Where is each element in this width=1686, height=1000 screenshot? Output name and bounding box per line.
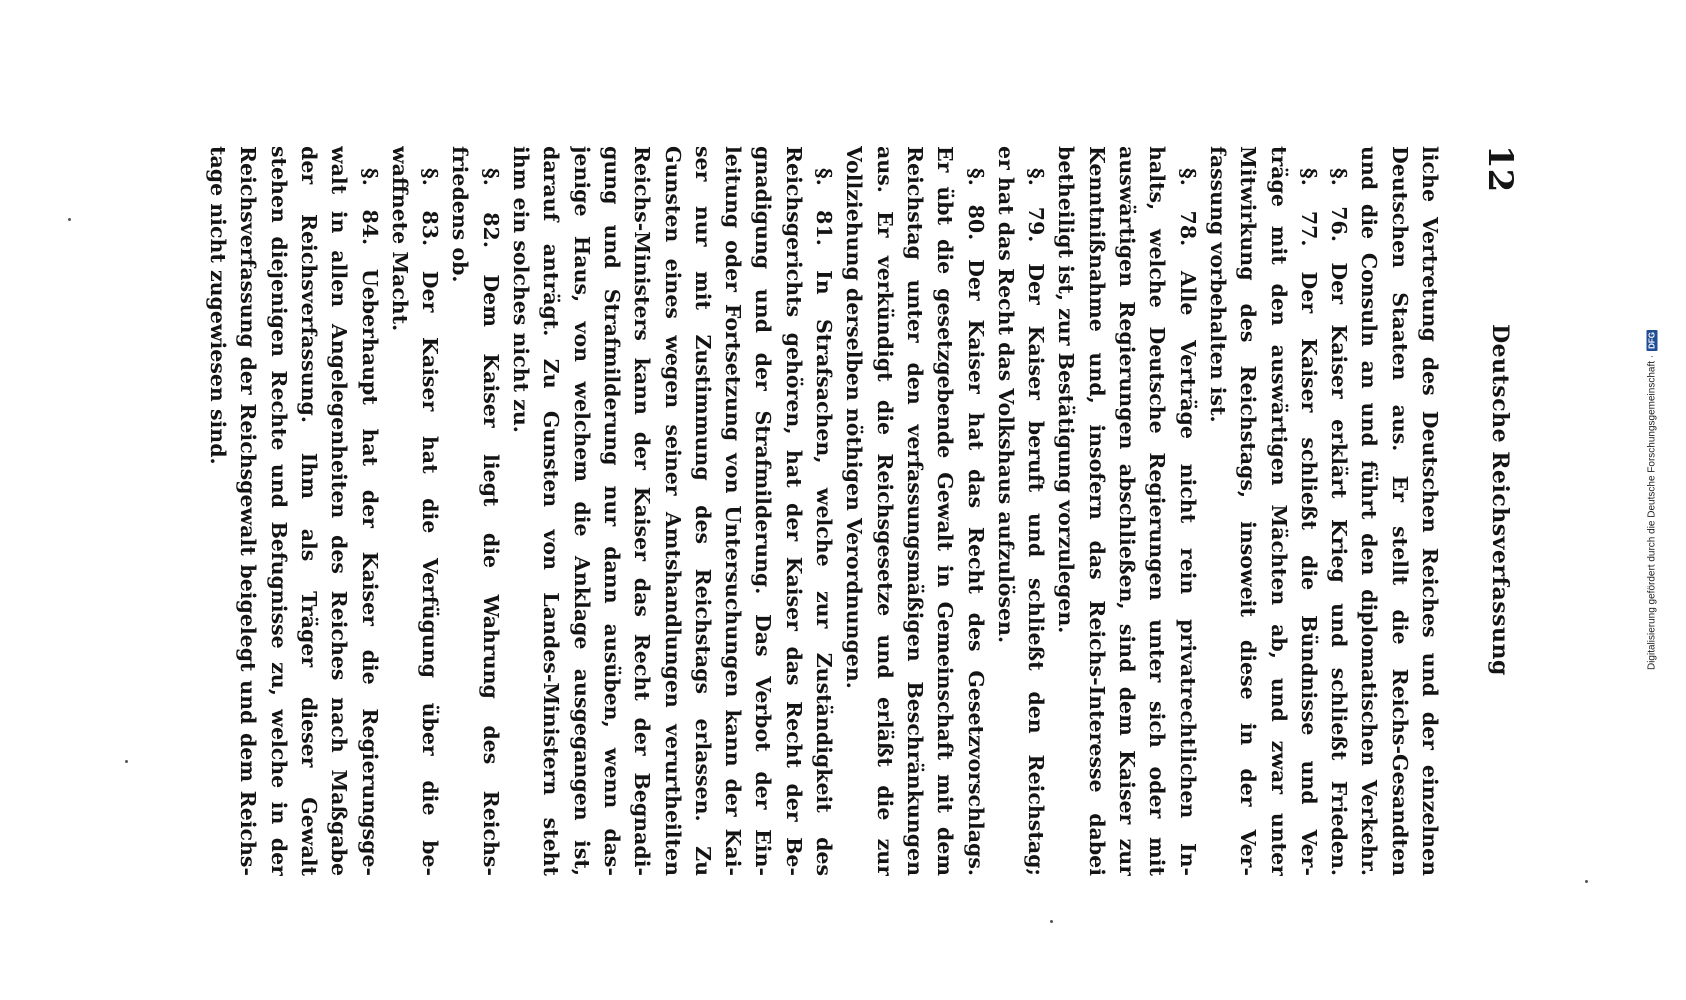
scanned-page	[133, 70, 1553, 930]
text-line: §. 80. Der Kaiser hat das Recht des Gesetzvorschlags.	[963, 168, 988, 876]
text-line: §. 79. Der Kaiser beruft und schließt den Reichstag;	[1024, 168, 1049, 876]
text-line: gung und Strafmilderung nur dann ausüben, wenn das-	[599, 146, 624, 876]
text-line: liche Vertretung des Deutschen Reiches und der einzelnen	[1418, 146, 1442, 876]
text-line: träge mit den auswärtigen Mächten ab, und zwar unter	[1266, 146, 1291, 876]
text-line: walt in allen Angelegenheiten des Reiches nach Maßgabe	[327, 146, 352, 876]
text-line: Kenntnißnahme und, insofern das Reichs-Interesse dabei	[1084, 146, 1109, 876]
text-line: Gunsten eines wegen seiner Amtshandlungen verurtheilten	[660, 146, 685, 876]
scan-speck	[125, 760, 128, 763]
text-line: §. 82. Dem Kaiser liegt die Wahrung des Reichs-	[478, 168, 503, 876]
text-line: stehen diejenigen Rechte und Befugnisse zu, welche in der	[266, 146, 291, 876]
text-line: §. 81. In Strafsachen, welche zur Zuständigkeit des	[812, 168, 837, 876]
text-line: aus. Er verkündigt die Reichsgesetze und erläßt die zur	[872, 146, 897, 876]
credit-text: Digitalisierung gefördert durch die Deutsche Forschungsgemeinschaft ·	[1646, 354, 1658, 671]
text-line: tage nicht zugewiesen sind.	[206, 146, 231, 465]
text-line: ihm ein solches nicht zu.	[509, 146, 534, 433]
text-line: und die Consuln an und führt den diplomatischen Verkehr.	[1357, 146, 1382, 876]
text-line: friedens ob.	[448, 146, 473, 283]
text-line: Vollziehung derselben nöthigen Verordnungen.	[842, 146, 867, 689]
text-line: §. 76. Der Kaiser erklärt Krieg und schließt Frieden.	[1327, 168, 1352, 876]
scan-speck	[68, 218, 71, 221]
text-line: fassung vorbehalten ist.	[1205, 146, 1230, 423]
page-number: 12	[1480, 145, 1520, 193]
text-line: Reichstag unter den verfassungsmäßigen Beschränkungen	[902, 146, 927, 876]
text-line: Mitwirkung des Reichstags, insoweit diese in der Ver-	[1236, 146, 1261, 876]
text-line: Deutschen Staaten aus. Er stellt die Reichs-Gesandten	[1387, 146, 1412, 876]
scan-speck	[1050, 920, 1053, 923]
body-text	[203, 146, 1445, 876]
text-line: halts, welche Deutsche Regierungen unter sich oder mit	[1145, 146, 1170, 876]
text-line: Er übt die gesetzgebende Gewalt in Gemeinschaft mit dem	[933, 146, 958, 876]
text-line: Reichsverfassung der Reichsgewalt beigelegt und dem Reichs-	[236, 146, 261, 876]
text-line: betheiligt ist, zur Bestätigung vorzulegen.	[1054, 146, 1079, 634]
text-line: §. 83. Der Kaiser hat die Verfügung über die be-	[418, 168, 443, 876]
digitization-credit	[1647, 330, 1658, 670]
dfg-logo: DFG	[1647, 331, 1657, 349]
text-line: Reichsgerichts gehören, hat der Kaiser das Recht der Be-	[781, 146, 806, 876]
text-line: leitung oder Fortsetzung von Untersuchungen kann der Kai-	[721, 146, 746, 876]
text-line: Reichs-Ministers kann der Kaiser das Recht der Begnadi-	[630, 146, 655, 876]
text-line: der Reichsverfassung. Ihm als Träger dieser Gewalt	[297, 146, 322, 876]
text-line: gnadigung und der Strafmilderung. Das Verbot der Ein-	[751, 146, 776, 876]
running-head: Deutsche Reichsverfassung	[1487, 324, 1513, 676]
text-line: er hat das Recht das Volkshaus aufzulösen.	[993, 146, 1018, 644]
text-line: ser nur mit Zustimmung des Reichstags erlassen. Zu	[690, 146, 715, 876]
text-line: darauf anträgt. Zu Gunsten von Landes-Ministern steht	[539, 146, 564, 876]
text-line: §. 84. Ueberhaupt hat der Kaiser die Regierungsge-	[357, 168, 382, 876]
text-line: auswärtigen Regierungen abschließen, sind dem Kaiser zur	[1115, 146, 1140, 876]
text-line: §. 78. Alle Verträge nicht rein privatrechtlichen In-	[1175, 168, 1200, 876]
text-line: waffnete Macht.	[387, 146, 412, 332]
text-line: §. 77. Der Kaiser schließt die Bündnisse und Ver-	[1296, 168, 1321, 876]
text-line: jenige Haus, von welchem die Anklage ausgegangen ist,	[569, 146, 594, 876]
scan-speck	[1585, 880, 1588, 883]
